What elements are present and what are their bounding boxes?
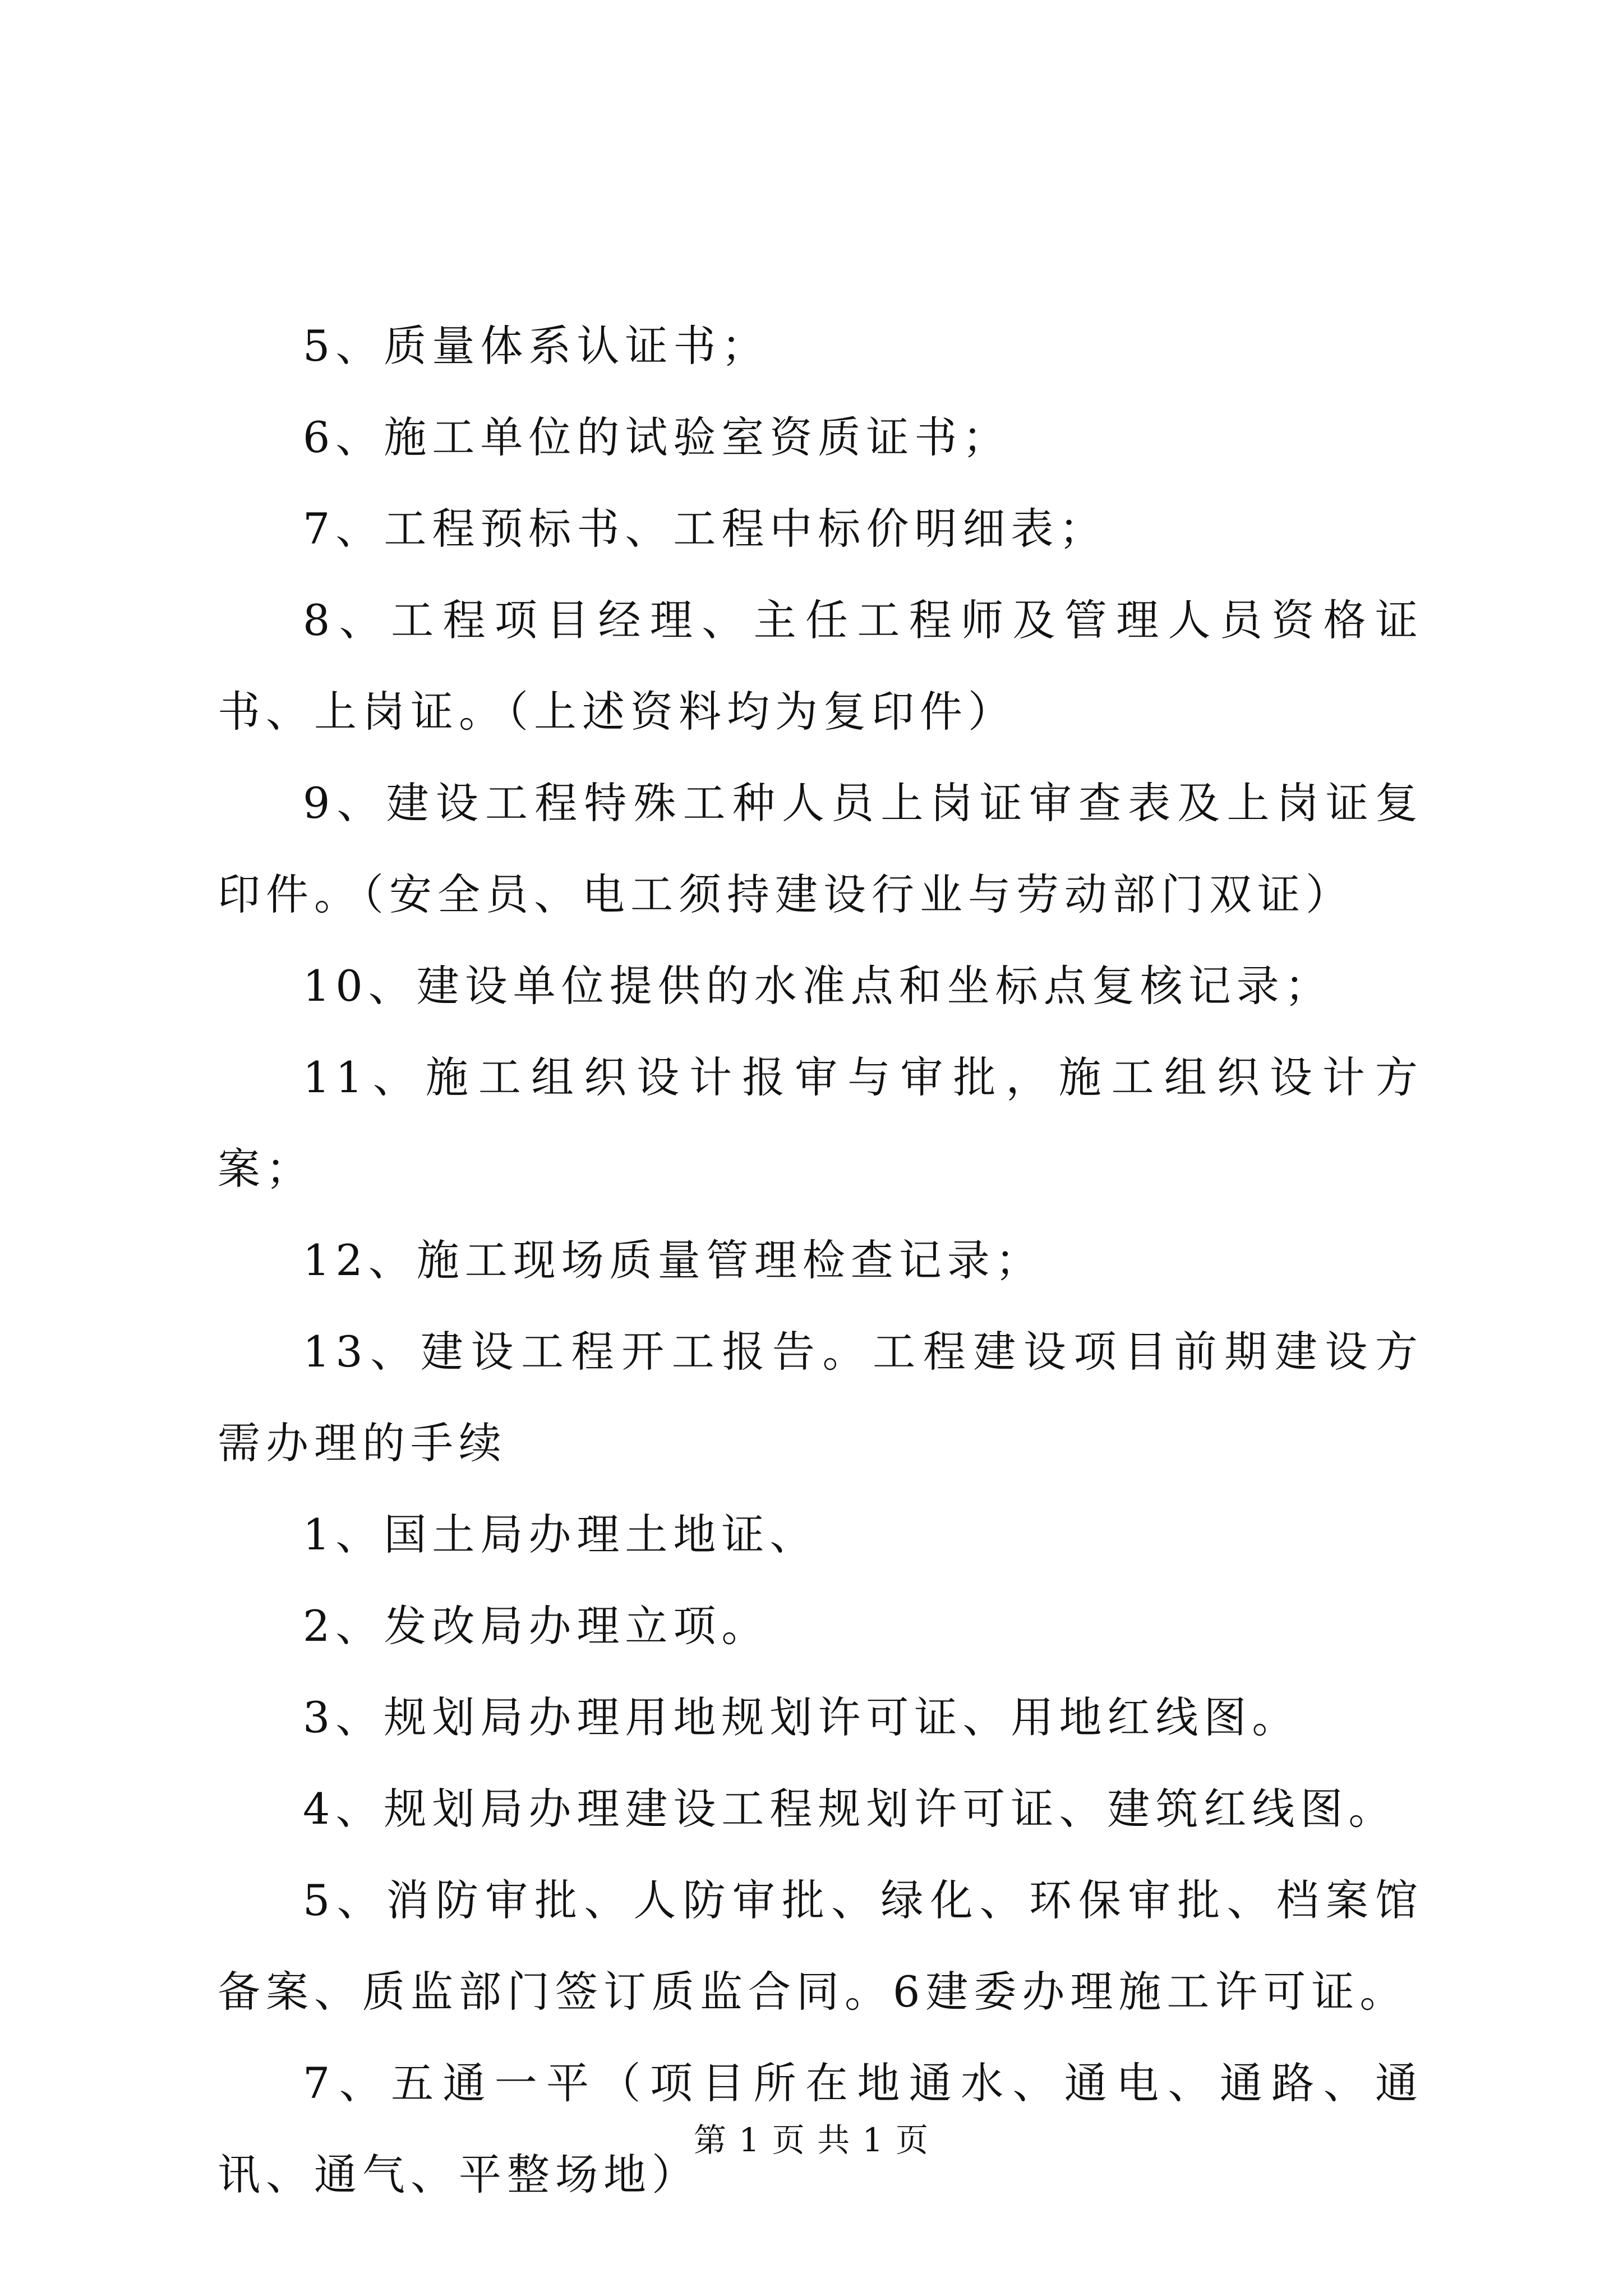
paragraph: 11、施工组织设计报审与审批，施工组织设计方案； <box>218 1052 1423 1194</box>
paragraph: 13、建设工程开工报告。工程建设项目前期建设方需办理的手续 <box>218 1327 1423 1468</box>
paragraph: 5、消防审批、人防审批、绿化、环保审批、档案馆备案、质监部门签订质监合同。6建委办理施工许可证。 <box>218 1875 1423 2017</box>
paragraph: 4、规划局办理建设工程规划许可证、建筑红线图。 <box>303 1784 1397 1834</box>
paragraph: 3、规划局办理用地规划许可证、用地红线图。 <box>303 1692 1301 1742</box>
paragraph: 8、工程项目经理、主任工程师及管理人员资格证书、上岗证。（上述资料均为复印件） <box>218 595 1423 737</box>
paragraph: 7、五通一平（项目所在地通水、通电、通路、通讯、通气、平整场地） <box>218 2058 1423 2200</box>
paragraph: 2、发改局办理立项。 <box>303 1601 770 1651</box>
paragraph: 9、建设工程特殊工种人员上岗证审查表及上岗证复印件。（安全员、电工须持建设行业与劳动部门双证） <box>218 778 1423 919</box>
document-body <box>218 300 1423 2220</box>
paragraph: 6、施工单位的试验室资质证书； <box>303 412 1011 462</box>
paragraph: 1、国土局办理土地证、 <box>303 1510 818 1559</box>
paragraph: 12、施工现场质量管理检查记录； <box>303 1235 1044 1285</box>
page-footer: 第 1 页 共 1 页 <box>694 2121 929 2159</box>
paragraph: 10、建设单位提供的水准点和坐标点复核记录； <box>303 961 1333 1011</box>
paragraph: 7、工程预标书、工程中标价明细表； <box>303 504 1108 554</box>
paragraph: 5、质量体系认证书； <box>303 321 770 371</box>
